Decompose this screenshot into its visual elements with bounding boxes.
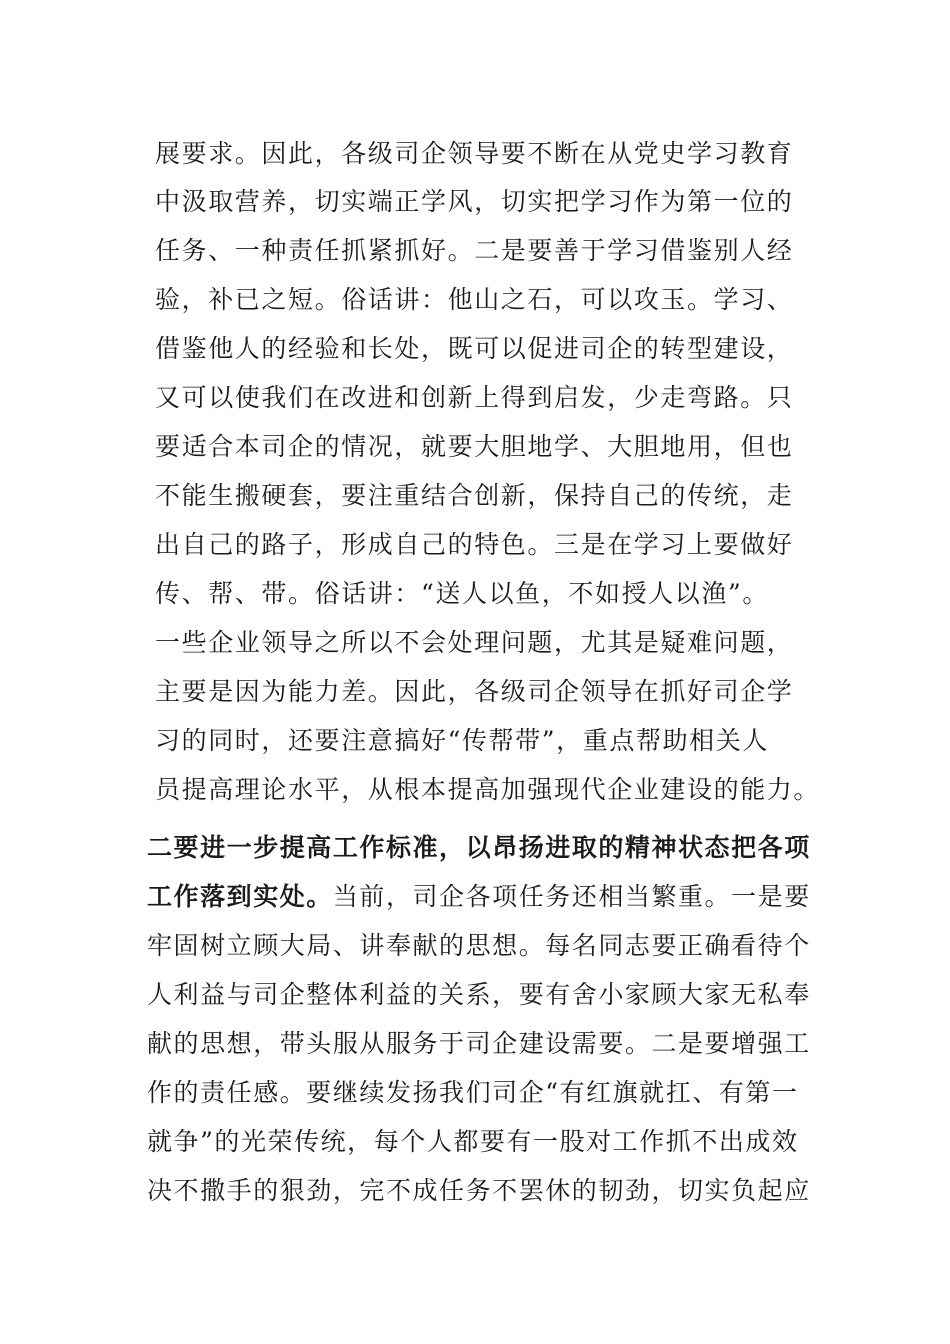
body-text-line: 要适合本司企的情况，就要大胆地学、大胆地用，但也	[155, 432, 794, 461]
body-text-line: 传、帮、带。俗话讲：“送人以鱼，不如授人以渔”。	[155, 579, 769, 608]
section-heading-tail: 工作落到实处。	[147, 882, 333, 911]
body-text-line: 决不撒手的狠劲，完不成任务不罢休的韧劲，切实负起应	[147, 1176, 811, 1205]
mixed-heading-line	[147, 882, 811, 912]
section-heading-line: 二要进一步提高工作标准，以昂扬进取的精神状态把各项	[147, 833, 811, 862]
body-text-line: 员提高理论水平，从根本提高加强现代企业建设的能力。	[155, 775, 821, 804]
body-text-segment: 当前，司企各项任务还相当繁重。一是要	[332, 882, 811, 911]
body-text-line: 献的思想，带头服从服务于司企建设需要。二是要增强工	[147, 1029, 811, 1058]
body-text-line: 出自己的路子，形成自己的特色。三是在学习上要做好	[155, 530, 794, 559]
body-text-line: 验，补已之短。俗话讲：他山之石，可以攻玉。学习、	[155, 285, 794, 314]
body-text-line: 习的同时，还要注意搞好“传帮带”，重点帮助相关人	[155, 726, 769, 755]
body-text-line: 展要求。因此，各级司企领导要不断在从党史学习教育	[155, 139, 794, 168]
body-text-line: 任务、一种责任抓紧抓好。二是要善于学习借鉴别人经	[155, 236, 794, 265]
body-text-line: 人利益与司企整体利益的关系，要有舍小家顾大家无私奉	[147, 980, 811, 1009]
body-text-line: 借鉴他人的经验和长处，既可以促进司企的转型建设，	[155, 334, 794, 363]
body-text-line: 就争”的光荣传统，每个人都要有一股对工作抓不出成效	[147, 1127, 799, 1156]
body-text-line: 又可以使我们在改进和创新上得到启发，少走弯路。只	[155, 383, 794, 412]
body-text-line: 作的责任感。要继续发扬我们司企“有红旗就扛、有第一	[147, 1078, 799, 1107]
body-text-line: 中汲取营养，切实端正学风，切实把学习作为第一位的	[155, 187, 794, 216]
body-text-line: 不能生搬硬套，要注重结合创新，保持自己的传统，走	[155, 481, 794, 510]
body-text-line: 一些企业领导之所以不会处理问题，尤其是疑难问题，	[155, 628, 794, 657]
body-text-line: 主要是因为能力差。因此，各级司企领导在抓好司企学	[155, 677, 794, 706]
body-text-line: 牢固树立顾大局、讲奉献的思想。每名同志要正确看待个	[147, 931, 811, 960]
